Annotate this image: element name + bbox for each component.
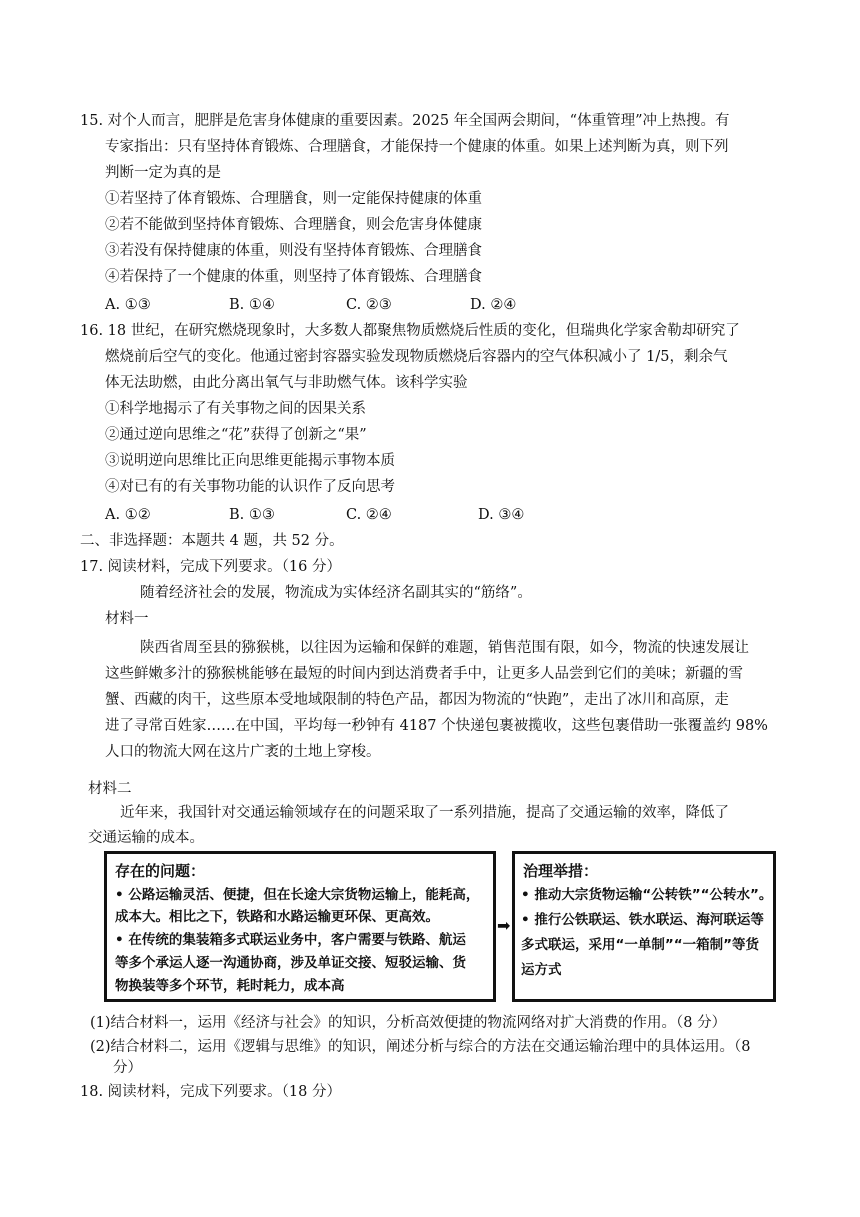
q17-material2-line-2: 交通运输的成本。 — [88, 830, 204, 846]
measure-line-2: • 推行公铁联运、铁水联运、海河联运等 — [521, 912, 764, 928]
problem-line-1: • 公路运输灵活、便捷，但在长途大宗货物运输上，能耗高， — [115, 887, 480, 903]
q15-item-2: ②若不能做到坚持体育锻炼、合理膳食，则会危害身体健康 — [105, 217, 482, 233]
q15-stem-line-2: 专家指出：只有坚持体育锻炼、合理膳食，才能保持一个健康的体重。如果上述判断为真，则下列 — [105, 139, 729, 155]
q17-material1-line-4: 进了寻常百姓家……在中国，平均每一秒钟有 4187 个快递包裹被揽收，这些包裹借助一张覆盖约 98% — [105, 718, 768, 734]
q15-item-4: ④若保持了一个健康的体重，则坚持了体育锻炼、合理膳食 — [105, 269, 482, 285]
measure-line-1: • 推动大宗货物运输“公转铁”“公转水”。 — [521, 887, 773, 903]
q16-option-c[interactable]: C. ②④ — [346, 507, 392, 523]
measure-box — [512, 851, 776, 1002]
problem-line-4: 等多个承运人逐一沟通协商，涉及单证交接、短驳运输、货 — [115, 955, 466, 971]
q16-stem-line-2: 燃烧前后空气的变化。他通过密封容器实验发现物质燃烧后容器内的空气体积减小了 1/5，剩余气 — [105, 349, 728, 365]
q16-item-2: ②通过逆向思维之“花”获得了创新之“果” — [105, 427, 367, 443]
q16-stem-line-1: 16. 18 世纪，在研究燃烧现象时，大多数人都聚焦物质燃烧后性质的变化，但瑞典化学家舍勒却研究了 — [80, 323, 740, 339]
q15-option-c[interactable]: C. ②③ — [346, 297, 392, 313]
q17-material1-line-3: 蟹、西藏的肉干，这些原本受地域限制的特色产品，都因为物流的“快跑”，走出了冰川和高原，走 — [105, 692, 729, 708]
arrow-right-icon: ➡ — [497, 916, 511, 935]
q17-material1-line-2: 这些鲜嫩多汁的猕猴桃能够在最短的时间内到达消费者手中，让更多人品尝到它们的美味；新疆的雪 — [105, 666, 743, 682]
q15-stem-line-1: 15. 对个人而言，肥胖是危害身体健康的重要因素。2025 年全国两会期间，“体重管理”冲上热搜。有 — [80, 113, 730, 129]
measure-box-title: 治理举措： — [523, 862, 599, 880]
section-heading: 二、非选择题：本题共 4 题，共 52 分。 — [80, 533, 344, 549]
q17-subquestion-2: (2)结合材料二，运用《逻辑与思维》的知识，阐述分析与综合的方法在交通运输治理中的具体运用。（8 — [90, 1039, 751, 1055]
measure-line-4: 运方式 — [521, 962, 562, 978]
q17-title: 17. 阅读材料，完成下列要求。（16 分） — [80, 559, 341, 575]
problem-line-3: • 在传统的集装箱多式联运业务中，客户需要与铁路、航运 — [115, 932, 466, 948]
q16-option-d[interactable]: D. ③④ — [478, 507, 525, 523]
q17-material1-label: 材料一 — [105, 611, 149, 627]
q16-option-a[interactable]: A. ①② — [105, 507, 151, 523]
q16-item-1: ①科学地揭示了有关事物之间的因果关系 — [105, 401, 366, 417]
q16-option-b[interactable]: B. ①③ — [229, 507, 275, 523]
q16-item-4: ④对已有的有关事物功能的认识作了反向思考 — [105, 479, 395, 495]
q15-item-1: ①若坚持了体育锻炼、合理膳食，则一定能保持健康的体重 — [105, 191, 482, 207]
q16-item-3: ③说明逆向思维比正向思维更能揭示事物本质 — [105, 453, 395, 469]
problem-box-title: 存在的问题： — [115, 862, 206, 880]
q17-material2-label: 材料二 — [88, 781, 132, 797]
q15-option-d[interactable]: D. ②④ — [470, 297, 517, 313]
q17-material1-line-1: 陕西省周至县的猕猴桃，以往因为运输和保鲜的难题，销售范围有限，如今，物流的快速发展让 — [140, 640, 749, 656]
q17-subquestion-2-cont: 分） — [113, 1060, 142, 1076]
problem-box — [104, 851, 496, 1002]
q15-item-3: ③若没有保持健康的体重，则没有坚持体育锻炼、合理膳食 — [105, 243, 482, 259]
q17-material1-line-5: 人口的物流大网在这片广袤的土地上穿梭。 — [105, 744, 381, 760]
measure-line-3: 多式联运，采用“一单制”“一箱制”等货 — [521, 937, 759, 953]
q17-subquestion-1: (1)结合材料一，运用《经济与社会》的知识，分析高效便捷的物流网络对扩大消费的作用。（8 分） — [90, 1015, 727, 1031]
q18-title: 18. 阅读材料，完成下列要求。（18 分） — [80, 1084, 341, 1100]
q15-option-b[interactable]: B. ①④ — [229, 297, 275, 313]
q17-material2-line-1: 近年来，我国针对交通运输领域存在的问题采取了一系列措施，提高了交通运输的效率，降低了 — [120, 805, 729, 821]
problem-line-2: 成本大。相比之下，铁路和水路运输更环保、更高效。 — [115, 909, 439, 925]
q16-stem-line-3: 体无法助燃，由此分离出氧气与非助燃气体。该科学实验 — [105, 375, 468, 391]
q15-option-a[interactable]: A. ①③ — [105, 297, 151, 313]
q15-stem-line-3: 判断一定为真的是 — [105, 165, 221, 181]
q17-intro: 随着经济社会的发展，物流成为实体经济名副其实的“筋络”。 — [140, 585, 532, 601]
problem-line-5: 物换装等多个环节，耗时耗力，成本高 — [115, 978, 345, 994]
